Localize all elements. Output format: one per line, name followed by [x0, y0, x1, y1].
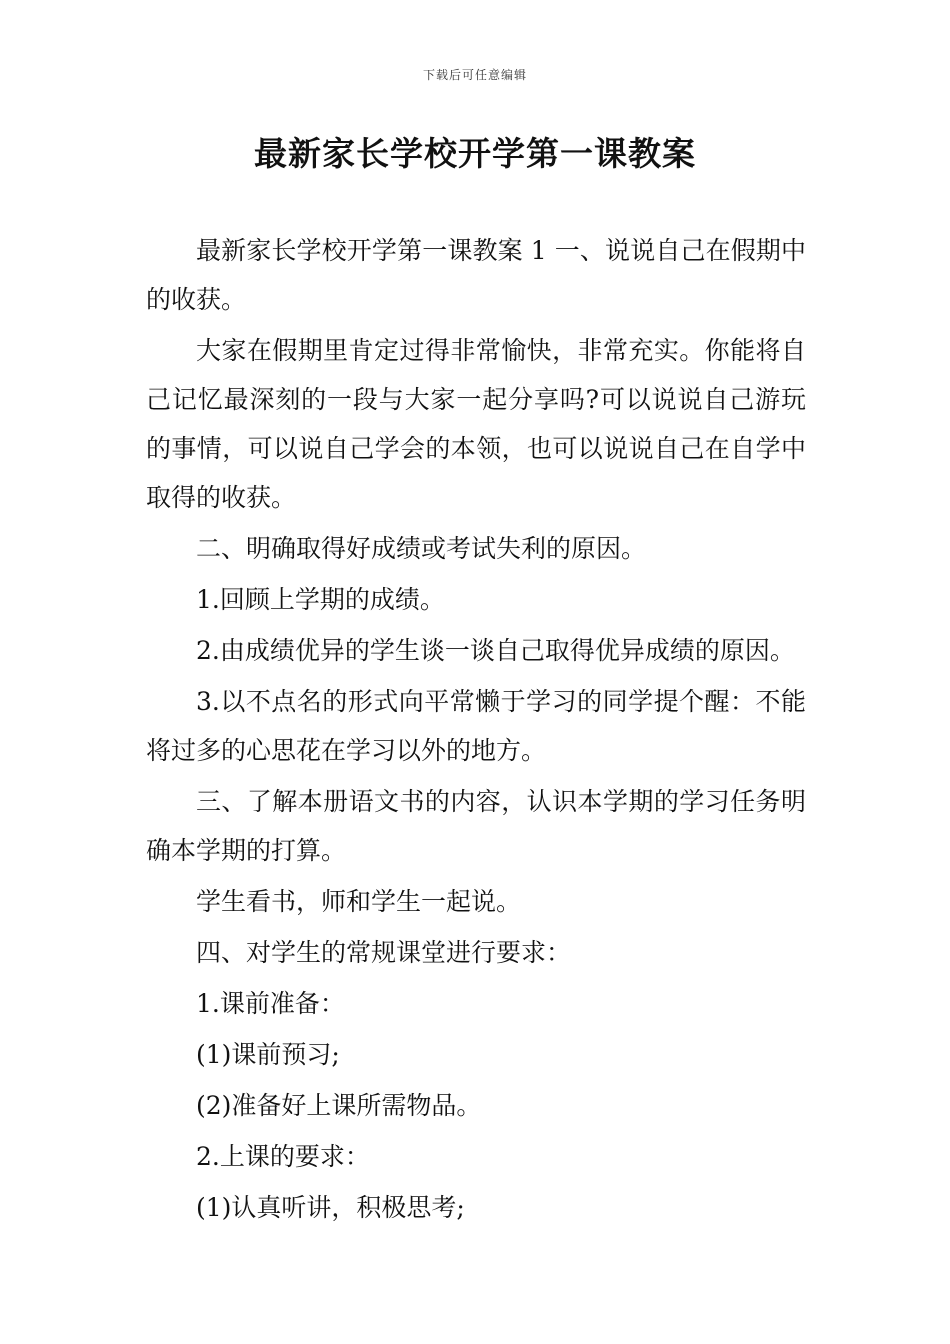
paragraph-11: (1)课前预习;: [196, 1040, 340, 1069]
paragraph-2: 大家在假期里肯定过得非常愉快，非常充实。你能将自己记忆最深刻的一段与大家一起分享吗?可以说说自己游玩的事情，可以说自己学会的本领，也可以说说自己在自学中取得的收获。: [146, 336, 806, 512]
document-title: 最新家长学校开学第一课教案: [254, 134, 696, 173]
paragraph-14: (1)认真听讲，积极思考;: [196, 1193, 465, 1222]
paragraph-7: 三、了解本册语文书的内容，认识本学期的学习任务明确本学期的打算。: [146, 787, 806, 865]
paragraph-5: 2.由成绩优异的学生谈一谈自己取得优异成绩的原因。: [196, 636, 795, 665]
paragraph-9: 四、对学生的常规课堂进行要求：: [196, 938, 572, 967]
paragraph-13: 2.上课的要求：: [196, 1142, 370, 1171]
paragraph-3: 二、明确取得好成绩或考试失利的原因。: [196, 534, 647, 563]
paragraph-12: (2)准备好上课所需物品。: [196, 1091, 482, 1120]
paragraph-8: 学生看书，师和学生一起说。: [196, 887, 522, 916]
paragraph-1: 最新家长学校开学第一课教案 1 一、说说自己在假期中的收获。: [146, 236, 806, 314]
paragraph-4: 1.回顾上学期的成绩。: [196, 585, 445, 614]
document-body: [146, 226, 806, 1234]
paragraph-6: 3.以不点名的形式向平常懒于学习的同学提个醒：不能将过多的心思花在学习以外的地方。: [146, 687, 806, 765]
paragraph-10: 1.课前准备：: [196, 989, 345, 1018]
header-note: 下载后可任意编辑: [422, 68, 527, 82]
